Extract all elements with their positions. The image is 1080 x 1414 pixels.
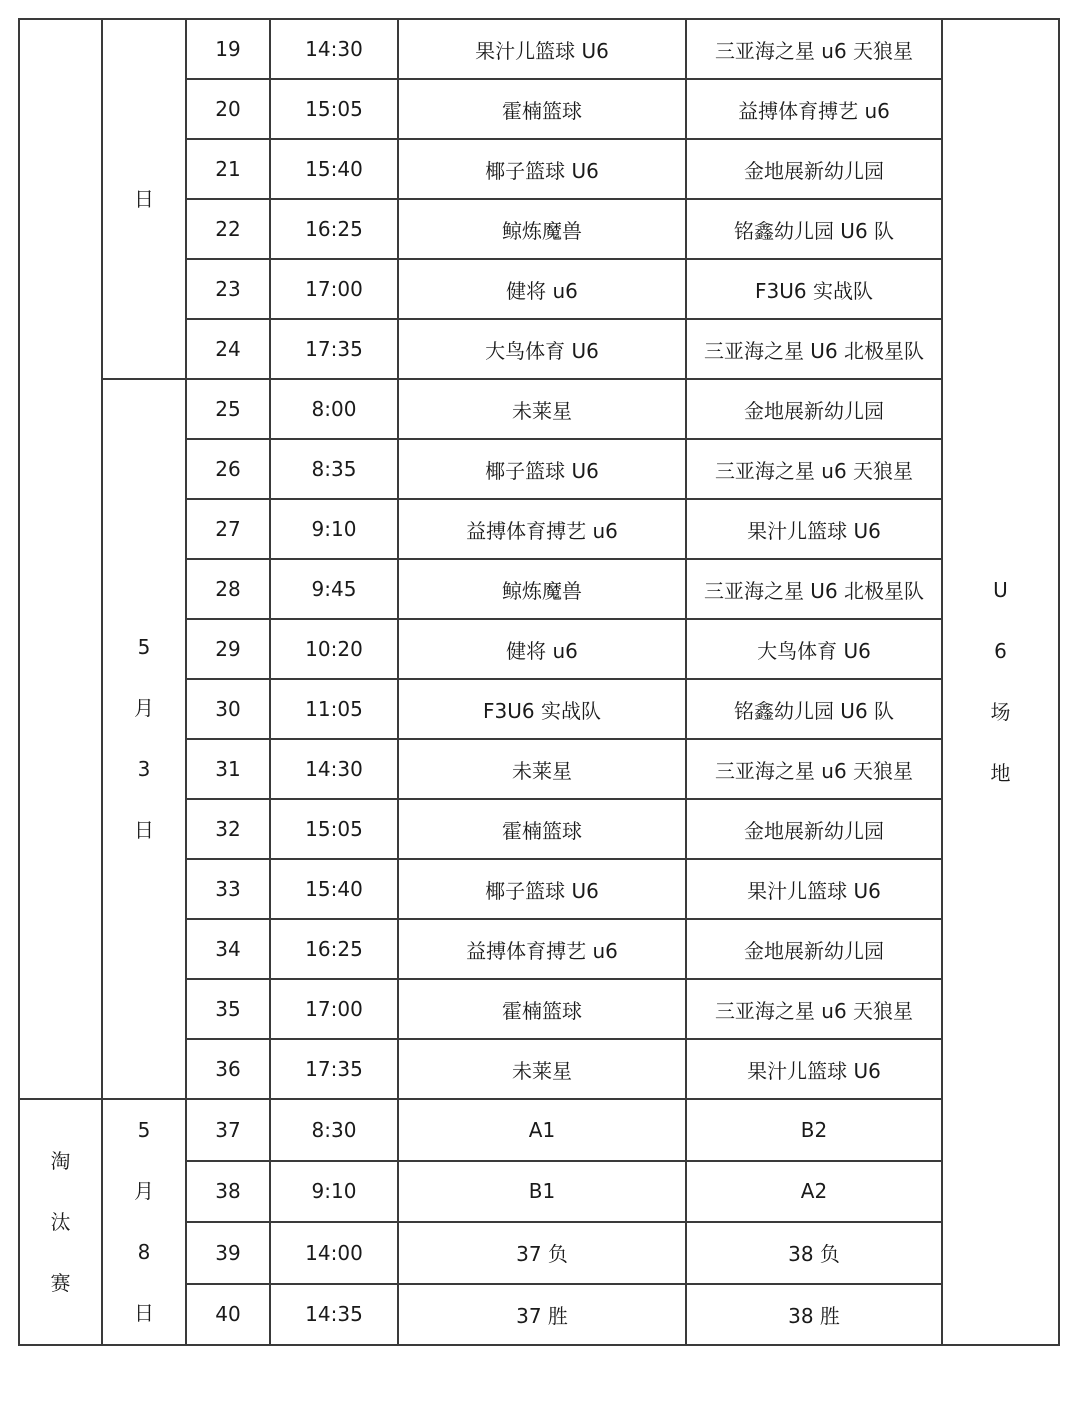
- team-b: 大鸟体育 U6: [686, 619, 942, 679]
- team-b: 益搏体育搏艺 u6: [686, 79, 942, 139]
- team-a: F3U6 实战队: [398, 679, 686, 739]
- match-time: 11:05: [270, 679, 398, 739]
- team-a: 益搏体育搏艺 u6: [398, 499, 686, 559]
- match-number: 34: [186, 919, 270, 979]
- team-b: 金地展新幼儿园: [686, 379, 942, 439]
- match-number: 33: [186, 859, 270, 919]
- team-b: 金地展新幼儿园: [686, 919, 942, 979]
- match-time: 17:35: [270, 1039, 398, 1099]
- team-b: 果汁儿篮球 U6: [686, 499, 942, 559]
- team-b: 三亚海之星 U6 北极星队: [686, 559, 942, 619]
- date-cell-char: 8: [137, 1240, 151, 1264]
- match-number: 36: [186, 1039, 270, 1099]
- team-a: A1: [398, 1099, 686, 1161]
- match-number: 38: [186, 1161, 270, 1223]
- team-a: 霍楠篮球: [398, 799, 686, 859]
- match-time: 17:00: [270, 259, 398, 319]
- match-number: 22: [186, 199, 270, 259]
- team-b: 金地展新幼儿园: [686, 139, 942, 199]
- team-a: 大鸟体育 U6: [398, 319, 686, 379]
- team-a: 益搏体育搏艺 u6: [398, 919, 686, 979]
- match-time: 10:20: [270, 619, 398, 679]
- knockout-stage-label-char: 赛: [50, 1270, 71, 1295]
- match-time: 17:00: [270, 979, 398, 1039]
- match-time: 16:25: [270, 919, 398, 979]
- match-number: 19: [186, 19, 270, 79]
- match-number: 37: [186, 1099, 270, 1161]
- match-time: 8:30: [270, 1099, 398, 1161]
- match-number: 30: [186, 679, 270, 739]
- team-a: 37 胜: [398, 1284, 686, 1346]
- team-a: B1: [398, 1161, 686, 1223]
- team-a: 果汁儿篮球 U6: [398, 19, 686, 79]
- team-b: 三亚海之星 u6 天狼星: [686, 739, 942, 799]
- team-a: 椰子篮球 U6: [398, 859, 686, 919]
- team-a: 未莱星: [398, 1039, 686, 1099]
- date-cell-char: 3: [137, 757, 151, 781]
- match-time: 14:30: [270, 739, 398, 799]
- match-row: [19, 19, 1059, 79]
- match-time: 14:00: [270, 1222, 398, 1284]
- match-number: 21: [186, 139, 270, 199]
- team-b: B2: [686, 1099, 942, 1161]
- team-b: 三亚海之星 u6 天狼星: [686, 979, 942, 1039]
- match-time: 16:25: [270, 199, 398, 259]
- team-a: 健将 u6: [398, 619, 686, 679]
- match-time: 15:05: [270, 799, 398, 859]
- stage-cell-blank: [19, 19, 102, 1099]
- team-a: 霍楠篮球: [398, 979, 686, 1039]
- date-cell: [102, 379, 186, 1099]
- team-a: 37 负: [398, 1222, 686, 1284]
- match-number: 29: [186, 619, 270, 679]
- team-b: 38 胜: [686, 1284, 942, 1346]
- match-time: 9:10: [270, 1161, 398, 1223]
- team-b: 38 负: [686, 1222, 942, 1284]
- team-a: 未莱星: [398, 379, 686, 439]
- team-b: 三亚海之星 u6 天狼星: [686, 439, 942, 499]
- match-time: 8:35: [270, 439, 398, 499]
- match-number: 35: [186, 979, 270, 1039]
- match-time: 9:10: [270, 499, 398, 559]
- date-cell-char: 月: [134, 696, 154, 720]
- team-b: F3U6 实战队: [686, 259, 942, 319]
- team-b: 果汁儿篮球 U6: [686, 1039, 942, 1099]
- team-a: 霍楠篮球: [398, 79, 686, 139]
- date-cell-char: 5: [137, 635, 151, 659]
- match-number: 27: [186, 499, 270, 559]
- venue-cell-char: 6: [994, 639, 1007, 663]
- schedule-body: [19, 19, 1059, 1345]
- venue-cell-char: 场: [990, 700, 1011, 724]
- match-number: 25: [186, 379, 270, 439]
- date-cell: [102, 1099, 186, 1345]
- team-b: 果汁儿篮球 U6: [686, 859, 942, 919]
- match-number: 39: [186, 1222, 270, 1284]
- date-cell-char: 5: [137, 1118, 151, 1142]
- match-row: [19, 379, 1059, 439]
- match-time: 14:30: [270, 19, 398, 79]
- match-number: 28: [186, 559, 270, 619]
- date-cell-char: 日: [134, 818, 154, 842]
- match-row: [19, 1099, 1059, 1161]
- team-a: 椰子篮球 U6: [398, 139, 686, 199]
- date-cell-char: 月: [134, 1179, 154, 1203]
- match-time: 17:35: [270, 319, 398, 379]
- team-a: 健将 u6: [398, 259, 686, 319]
- match-time: 15:40: [270, 859, 398, 919]
- team-b: 金地展新幼儿园: [686, 799, 942, 859]
- match-time: 14:35: [270, 1284, 398, 1346]
- team-b: A2: [686, 1161, 942, 1223]
- date-cell-char: 日: [134, 1301, 154, 1325]
- knockout-stage-label-char: 汰: [50, 1209, 71, 1234]
- team-b: 铭鑫幼儿园 U6 队: [686, 679, 942, 739]
- match-number: 40: [186, 1284, 270, 1346]
- knockout-stage-label-char: 淘: [50, 1148, 71, 1173]
- venue-cell-char: U: [993, 578, 1008, 602]
- team-a: 椰子篮球 U6: [398, 439, 686, 499]
- match-number: 24: [186, 319, 270, 379]
- team-b: 三亚海之星 u6 天狼星: [686, 19, 942, 79]
- match-time: 9:45: [270, 559, 398, 619]
- team-a: 未莱星: [398, 739, 686, 799]
- team-b: 三亚海之星 U6 北极星队: [686, 319, 942, 379]
- match-schedule-table: [18, 18, 1060, 1346]
- date-cell: [102, 19, 186, 379]
- match-time: 8:00: [270, 379, 398, 439]
- match-number: 23: [186, 259, 270, 319]
- team-a: 鲸炼魔兽: [398, 199, 686, 259]
- knockout-stage-label: [19, 1099, 102, 1345]
- team-a: 鲸炼魔兽: [398, 559, 686, 619]
- match-time: 15:40: [270, 139, 398, 199]
- venue-cell-char: 地: [990, 761, 1011, 785]
- match-number: 20: [186, 79, 270, 139]
- date-cell-char: 日: [134, 186, 154, 211]
- match-number: 32: [186, 799, 270, 859]
- venue-cell: [942, 19, 1059, 1345]
- team-b: 铭鑫幼儿园 U6 队: [686, 199, 942, 259]
- match-number: 26: [186, 439, 270, 499]
- match-time: 15:05: [270, 79, 398, 139]
- match-number: 31: [186, 739, 270, 799]
